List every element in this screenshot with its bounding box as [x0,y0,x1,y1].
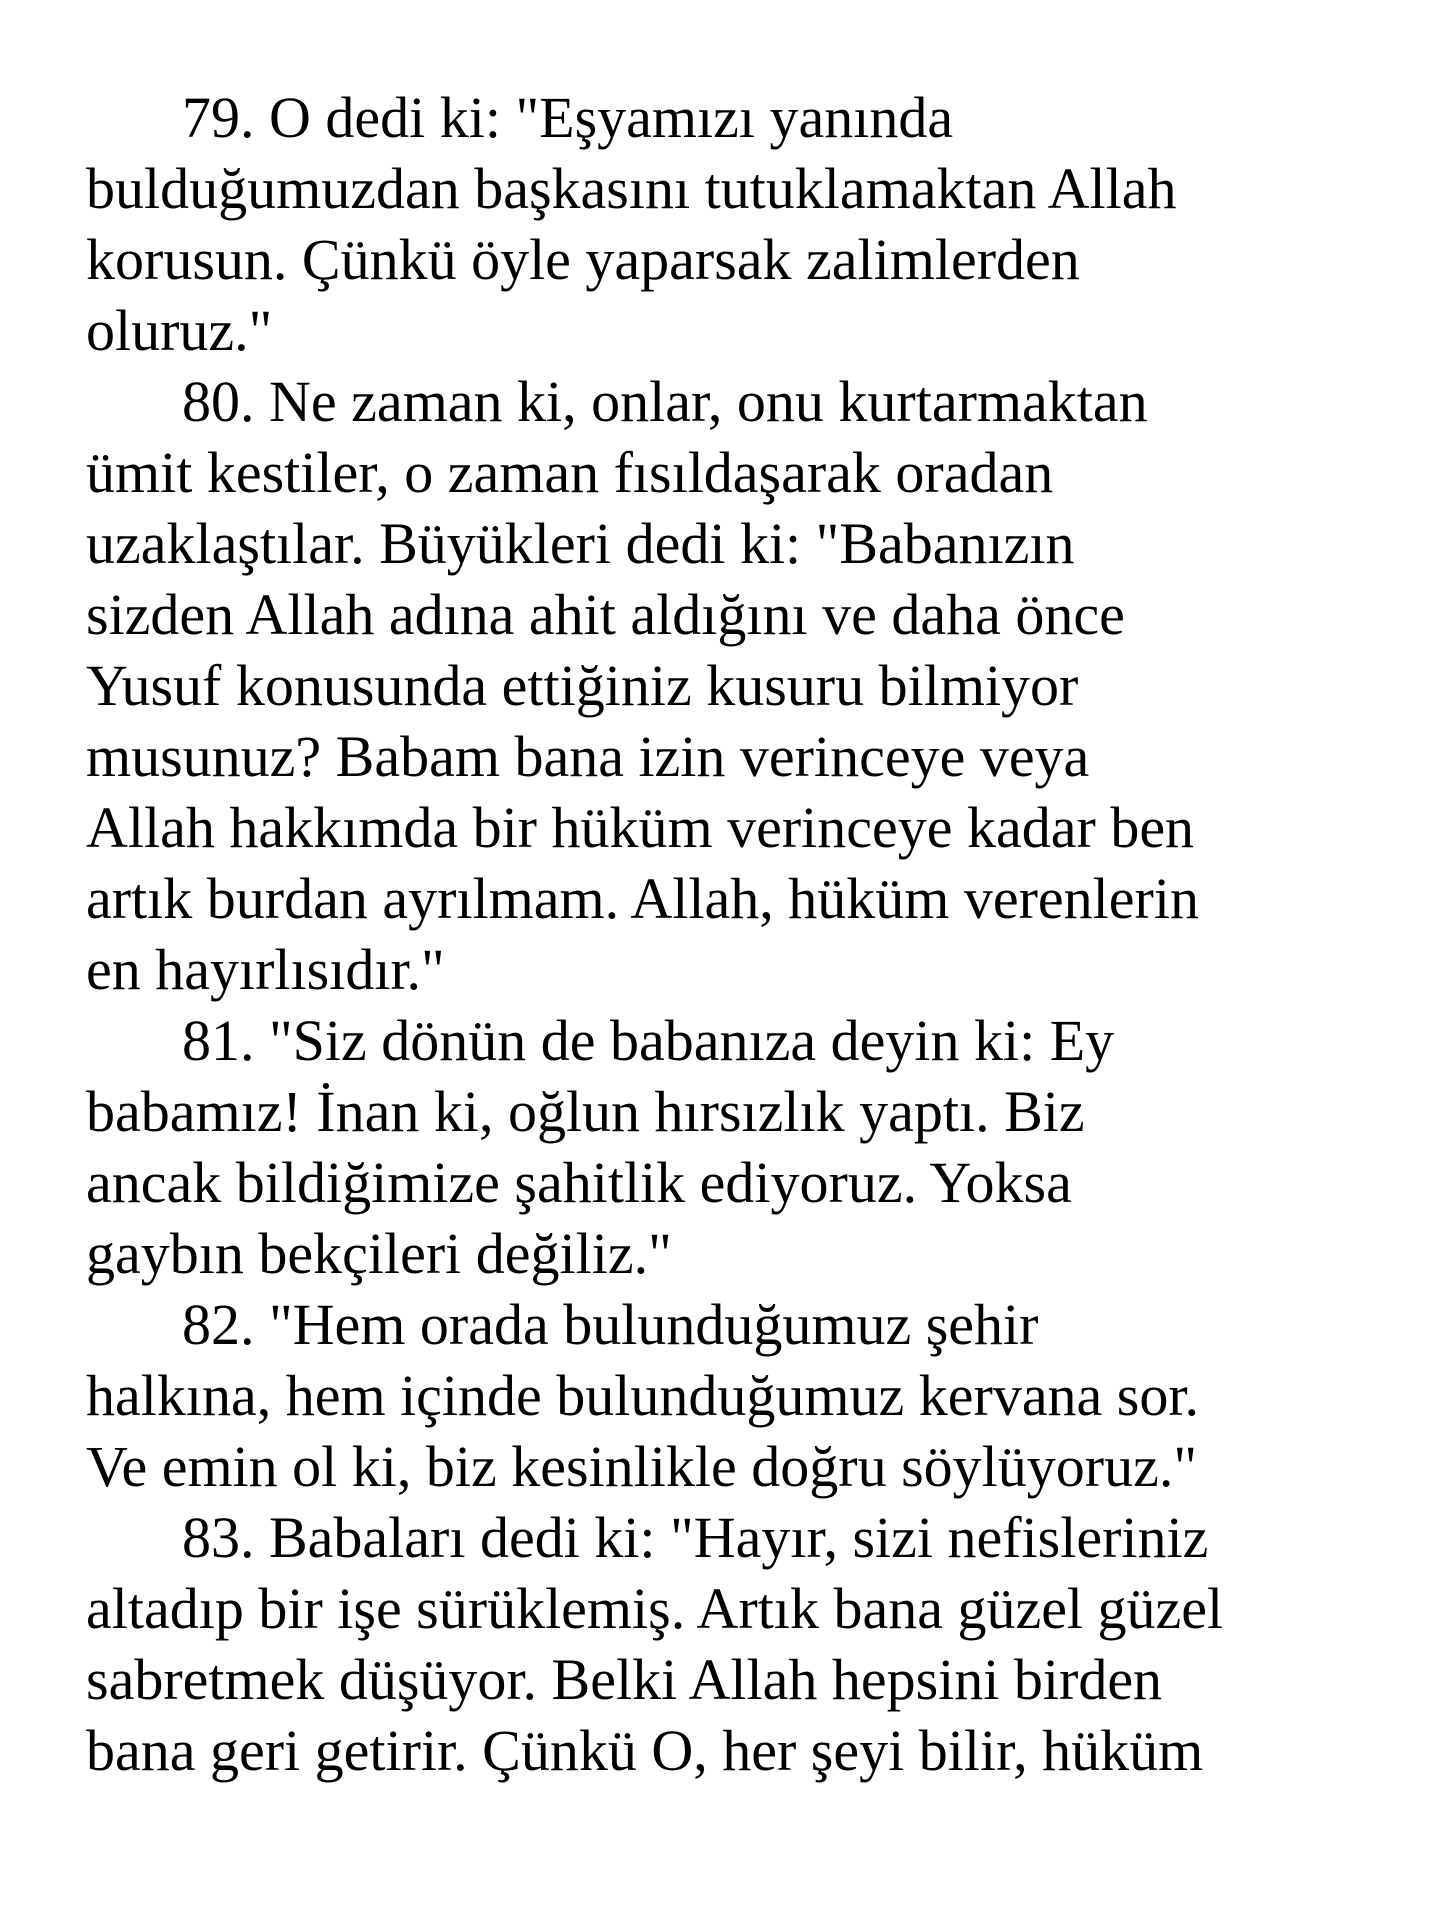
document-body [86,82,1406,1786]
verse-80-line: ümit kestiler, o zaman fısıldaşarak oradan [86,440,1054,505]
verse-83-line: sabretmek düşüyor. Belki Allah hepsini birden [86,1647,1163,1712]
verse-79-line: bulduğumuzdan başkasını tutuklamaktan Allah [86,156,1177,221]
verse-80-line: Yusuf konusunda ettiğiniz kusuru bilmiyor [86,653,1079,718]
verse-79-line: korusun. Çünkü öyle yaparsak zalimlerden [86,227,1080,292]
verse-83-line: 83. Babaları dedi ki: "Hayır, sizi nefisleriniz [182,1505,1209,1570]
verse-81-line: gaybın bekçileri değiliz." [86,1221,672,1286]
verse-82-line: 82. "Hem orada bulunduğumuz şehir [182,1292,1039,1357]
verse-80-line: musunuz? Babam bana izin verinceye veya [86,724,1090,789]
verse-83-line: altadıp bir işe sürüklemiş. Artık bana güzel güzel [86,1576,1224,1641]
verse-82-line: halkına, hem içinde bulunduğumuz kervana sor. [86,1363,1199,1428]
verse-81-line: 81. "Siz dönün de babanıza deyin ki: Ey [182,1008,1115,1073]
verse-81-line: babamız! İnan ki, oğlun hırsızlık yaptı. Biz [86,1079,1085,1144]
verse-81-line: ancak bildiğimize şahitlik ediyoruz. Yoksa [86,1150,1072,1215]
verse-80-line: uzaklaştılar. Büyükleri dedi ki: "Babanızın [86,511,1075,576]
verse-80-line: artık burdan ayrılmam. Allah, hüküm verenlerin [86,866,1199,931]
verse-80-line: 80. Ne zaman ki, onlar, onu kurtarmaktan [182,369,1148,434]
verse-80-line: sizden Allah adına ahit aldığını ve daha önce [86,582,1125,647]
verse-79-line: oluruz." [86,298,273,363]
verse-82-line: Ve emin ol ki, biz kesinlikle doğru söylüyoruz." [86,1434,1198,1499]
verse-83-line: bana geri getirir. Çünkü O, her şeyi bilir, hüküm [86,1718,1204,1783]
verse-80-line: en hayırlısıdır." [86,937,445,1002]
verse-79-line: 79. O dedi ki: "Eşyamızı yanında [182,85,954,150]
verse-80-line: Allah hakkımda bir hüküm verinceye kadar ben [86,795,1195,860]
